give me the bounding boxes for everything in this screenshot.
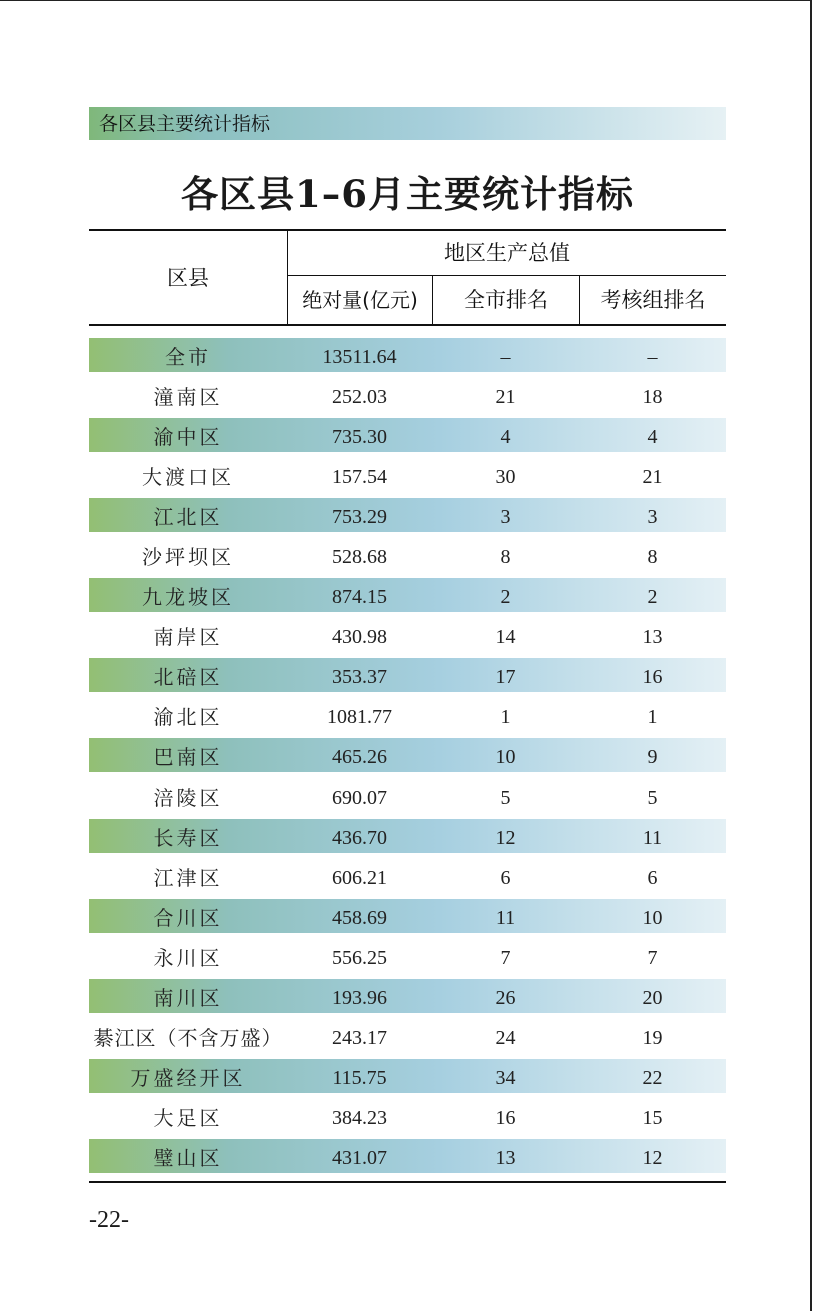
cell-district: 北碚区 [153, 665, 223, 690]
cell-gdp-value: 874.15 [332, 586, 387, 609]
table-row [89, 979, 726, 1019]
cell-city-rank: 34 [495, 1066, 516, 1089]
cell-gdp-value: 252.03 [332, 386, 387, 409]
cell-district: 沙坪坝区 [142, 545, 234, 570]
cell-city-rank: 6 [500, 866, 511, 889]
cell-gdp-value: 556.25 [332, 946, 387, 969]
cell-city-rank: 5 [500, 786, 511, 809]
table-bottom-rule [89, 1181, 726, 1183]
cell-group-rank: 15 [642, 1106, 663, 1129]
column-header-absolute: 绝对量(亿元) [302, 288, 418, 312]
cell-district: 南川区 [153, 985, 223, 1010]
table-top-rule [89, 229, 726, 231]
data-table-body [89, 338, 726, 1179]
cell-district: 渝北区 [153, 705, 223, 730]
cell-gdp-value: 157.54 [332, 466, 387, 489]
cell-city-rank: 1 [500, 706, 511, 729]
cell-group-rank: 4 [647, 426, 658, 449]
table-row [89, 378, 726, 418]
table-row [89, 618, 726, 658]
table-row [89, 819, 726, 859]
table-row [89, 1099, 726, 1139]
table-row [89, 418, 726, 458]
cell-gdp-value: 606.21 [332, 866, 387, 889]
cell-district: 綦江区（不含万盛） [93, 1025, 283, 1050]
table-row [89, 578, 726, 618]
cell-city-rank: 11 [495, 906, 516, 929]
cell-district: 江北区 [153, 505, 223, 530]
cell-gdp-value: 753.29 [332, 506, 387, 529]
cell-group-rank: 1 [647, 706, 658, 729]
cell-city-rank: 13 [495, 1146, 516, 1169]
cell-district: 涪陵区 [153, 785, 223, 810]
cell-group-rank: 5 [647, 786, 658, 809]
cell-gdp-value: 353.37 [332, 666, 387, 689]
cell-district: 江津区 [153, 865, 223, 890]
cell-group-rank: 9 [647, 746, 658, 769]
cell-district: 九龙坡区 [142, 585, 234, 610]
cell-city-rank: 10 [495, 746, 516, 769]
cell-district: 全市 [165, 345, 211, 369]
cell-district: 永川区 [153, 945, 223, 970]
header-bottom-rule [89, 324, 726, 326]
page-title: 各区县1–6月主要统计指标 [181, 172, 634, 216]
cell-group-rank: 16 [642, 666, 663, 689]
cell-group-rank: 2 [647, 586, 658, 609]
cell-gdp-value: 690.07 [332, 786, 387, 809]
header-mid-rule [287, 275, 726, 276]
cell-gdp-value: 458.69 [332, 906, 387, 929]
cell-city-rank: 26 [495, 986, 516, 1009]
page-frame-top [0, 0, 810, 1]
cell-group-rank: 11 [642, 826, 663, 849]
cell-gdp-value: 436.70 [332, 826, 387, 849]
cell-city-rank: 14 [495, 626, 516, 649]
cell-gdp-value: 115.75 [332, 1066, 387, 1089]
cell-district: 南岸区 [153, 625, 223, 650]
column-header-gdp: 地区生产总值 [444, 241, 570, 265]
cell-district: 渝中区 [153, 425, 223, 450]
cell-group-rank: 12 [642, 1146, 663, 1169]
cell-district: 合川区 [153, 905, 223, 930]
cell-city-rank: 4 [500, 426, 511, 449]
cell-district: 璧山区 [153, 1145, 223, 1170]
table-row [89, 658, 726, 698]
column-header-city-rank: 全市排名 [464, 288, 548, 312]
table-row [89, 538, 726, 578]
cell-group-rank: 20 [642, 986, 663, 1009]
cell-city-rank: 7 [500, 946, 511, 969]
cell-gdp-value: 13511.64 [322, 346, 397, 368]
cell-city-rank: 3 [500, 506, 511, 529]
table-row [89, 859, 726, 899]
cell-group-rank: 21 [642, 466, 663, 489]
cell-city-rank: 16 [495, 1106, 516, 1129]
cell-district: 长寿区 [153, 825, 223, 850]
cell-group-rank: 3 [647, 506, 658, 529]
table-row [89, 498, 726, 538]
cell-city-rank: 21 [495, 386, 516, 409]
section-title: 各区县主要统计指标 [99, 113, 271, 135]
table-row [89, 458, 726, 498]
cell-group-rank: 8 [647, 546, 658, 569]
cell-city-rank: 30 [495, 466, 516, 489]
cell-city-rank: 8 [500, 546, 511, 569]
page-frame-right [810, 0, 812, 1311]
cell-district: 大足区 [153, 1105, 223, 1130]
cell-gdp-value: 384.23 [332, 1106, 387, 1129]
column-header-group-rank: 考核组排名 [600, 288, 706, 312]
cell-gdp-value: 243.17 [332, 1026, 387, 1049]
table-row [89, 1139, 726, 1179]
table-row [89, 738, 726, 778]
cell-gdp-value: 528.68 [332, 546, 387, 569]
table-row [89, 338, 726, 378]
cell-city-rank: 24 [495, 1026, 516, 1049]
cell-city-rank: 12 [495, 826, 516, 849]
table-row [89, 939, 726, 979]
cell-group-rank: 10 [642, 906, 663, 929]
cell-district: 巴南区 [153, 745, 223, 770]
cell-city-rank: – [500, 346, 511, 368]
cell-city-rank: 17 [495, 666, 516, 689]
cell-group-rank: 13 [642, 626, 663, 649]
table-row [89, 1059, 726, 1099]
cell-group-rank: 7 [647, 946, 658, 969]
table-row [89, 1019, 726, 1059]
cell-gdp-value: 193.96 [332, 986, 387, 1009]
cell-district: 潼南区 [153, 385, 223, 410]
cell-group-rank: – [647, 346, 658, 368]
cell-group-rank: 19 [642, 1026, 663, 1049]
cell-group-rank: 6 [647, 866, 658, 889]
cell-city-rank: 2 [500, 586, 511, 609]
page-number: -22- [89, 1207, 129, 1233]
cell-gdp-value: 735.30 [332, 426, 387, 449]
cell-gdp-value: 431.07 [332, 1146, 387, 1169]
cell-group-rank: 18 [642, 386, 663, 409]
cell-district: 万盛经开区 [130, 1065, 246, 1090]
cell-gdp-value: 430.98 [332, 626, 387, 649]
column-header-district: 区县 [167, 266, 209, 290]
cell-gdp-value: 1081.77 [327, 706, 392, 729]
table-row [89, 779, 726, 819]
cell-district: 大渡口区 [142, 465, 234, 490]
cell-gdp-value: 465.26 [332, 746, 387, 769]
table-row [89, 899, 726, 939]
cell-group-rank: 22 [642, 1066, 663, 1089]
table-row [89, 698, 726, 738]
